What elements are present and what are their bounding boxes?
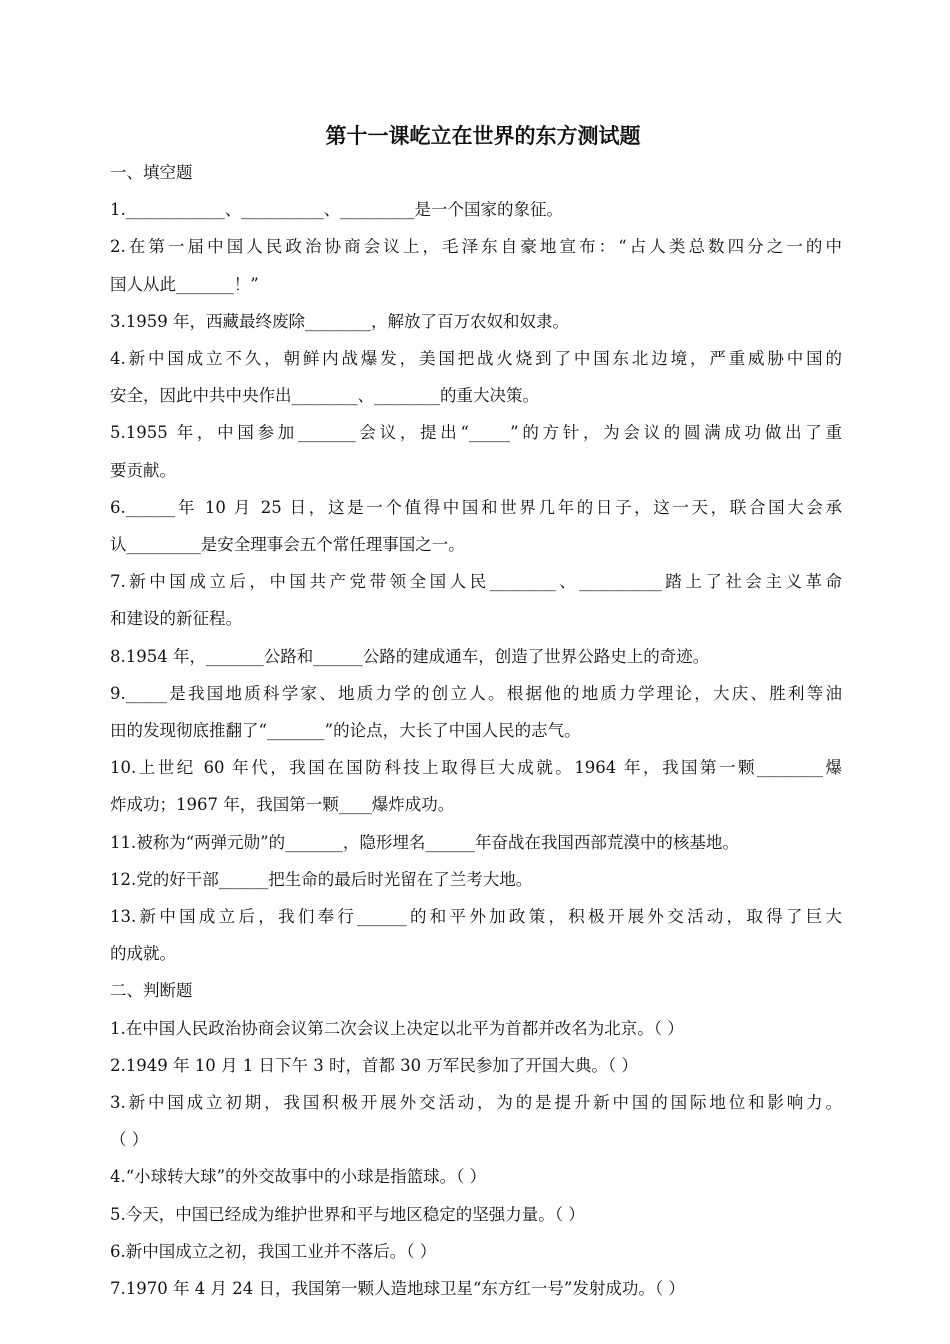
question-line: 田的发现彻底推翻了“_______”的论点，大长了中国人民的志气。 xyxy=(110,721,581,741)
question-line: 7.1970 年 4 月 24 日，我国第一颗人造地球卫星“东方红一号”发射成功。（ ） xyxy=(110,1279,685,1299)
question-line: 2.在第一届中国人民政治协商会议上，毛泽东自豪地宣布：“占人类总数四分之一的中 xyxy=(110,237,842,257)
question-line: 4.“小球转大球”的外交故事中的小球是指篮球。（ ） xyxy=(110,1167,487,1187)
section-heading-fill-blank: 一、填空题 xyxy=(110,163,193,182)
page-title: 第十一课屹立在世界的东方测试题 xyxy=(325,123,641,148)
question-line: 2.1949 年 10 月 1 日下午 3 时，首都 30 万军民参加了开国大典。（ ） xyxy=(110,1055,638,1075)
question-line: 6.新中国成立之初，我国工业并不落后。（ ） xyxy=(110,1241,437,1261)
question-line: 认_________是安全理事会五个常任理事国之一。 xyxy=(110,535,465,555)
question-line: 安全，因此中共中央作出________、________的重大决策。 xyxy=(110,386,539,406)
question-line: 国人从此_______！” xyxy=(110,274,259,294)
question-line: 9._____是我国地质科学家、地质力学的创立人。根据他的地质力学理论，大庆、胜利等油 xyxy=(110,683,842,703)
question-line: 13.新中国成立后，我们奉行______的和平外加政策，积极开展外交活动，取得了巨大 xyxy=(110,907,842,927)
question-line: 12.党的好干部______把生命的最后时光留在了兰考大地。 xyxy=(110,869,533,889)
question-line: 8.1954 年，_______公路和______公路的建成通车，创造了世界公路史上的奇迹。 xyxy=(110,646,710,666)
question-line: 3.新中国成立初期，我国积极开展外交活动，为的是提升新中国的国际地位和影响力。 xyxy=(110,1093,842,1113)
question-line: （ ） xyxy=(110,1130,149,1150)
question-line: 5.今天，中国已经成为维护世界和平与地区稳定的坚强力量。（ ） xyxy=(110,1204,585,1224)
section-heading-true-false: 二、判断题 xyxy=(110,981,193,1001)
question-line: 要贡献。 xyxy=(110,460,176,480)
question-line: 5.1955 年，中国参加_______会议，提出“_____”的方针，为会议的圆满成功做出了重 xyxy=(110,423,842,443)
question-line: 1.____________、__________、_________是一个国家的象征。 xyxy=(110,200,563,220)
question-line: 10.上世纪 60 年代，我国在国防科技上取得巨大成就。1964 年，我国第一颗________爆 xyxy=(110,758,842,778)
question-line: 7.新中国成立后，中国共产党带领全国人民________、__________踏上了社会主义革命 xyxy=(110,572,842,592)
question-line: 3.1959 年，西藏最终废除________，解放了百万农奴和奴隶。 xyxy=(110,311,569,331)
question-line: 的成就。 xyxy=(110,944,176,964)
question-line: 6.______年 10 月 25 日，这是一个值得中国和世界几年的日子，这一天，联合国大会承 xyxy=(110,497,842,517)
question-line: 和建设的新征程。 xyxy=(110,609,242,629)
question-line: 11.被称为“两弹元勋”的_______，隐形埋名______年奋战在我国西部荒漠中的核基地。 xyxy=(110,832,739,852)
document-page xyxy=(110,118,842,1307)
question-line: 炸成功；1967 年，我国第一颗____爆炸成功。 xyxy=(110,795,455,815)
question-line: 4.新中国成立不久，朝鲜内战爆发，美国把战火烧到了中国东北边境，严重威胁中国的 xyxy=(110,349,842,369)
question-line: 1.在中国人民政治协商会议第二次会议上决定以北平为首都并改名为北京。（ ） xyxy=(110,1018,684,1038)
